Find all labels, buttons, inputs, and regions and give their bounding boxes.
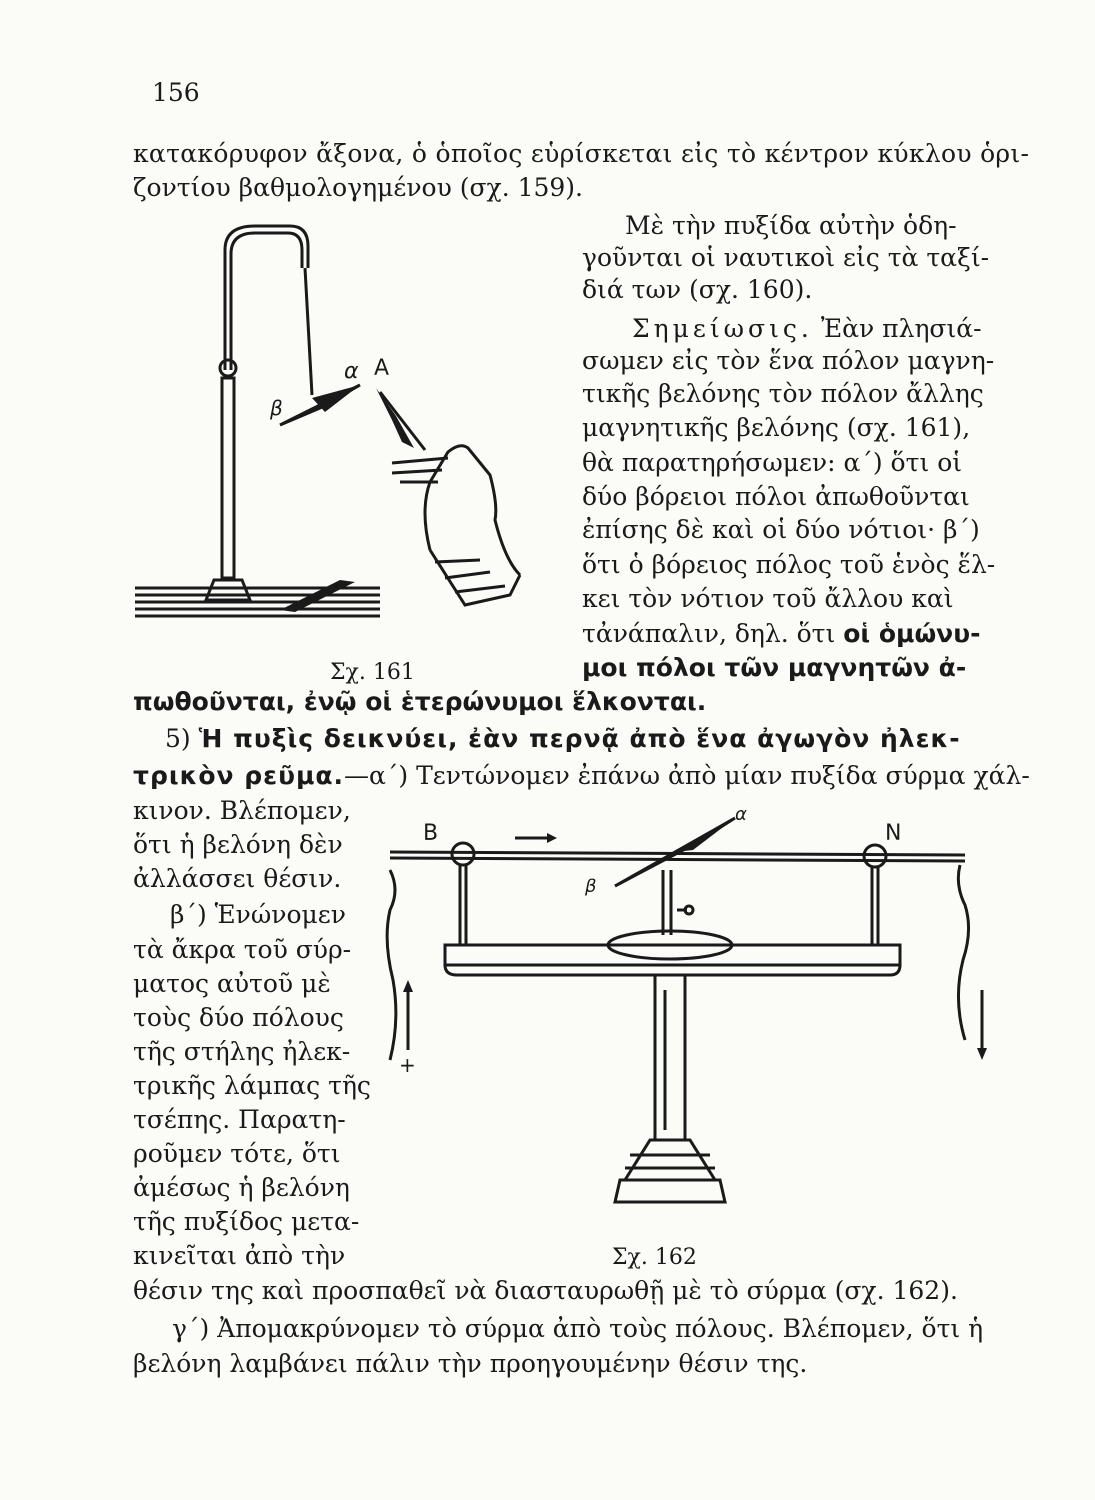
para1-line-2: ζοντίου βαθμολογημένου (σχ. 159).: [133, 173, 583, 202]
section5-line-1: [165, 723, 961, 755]
left-col-line: ματος αὐτοῦ μὲ: [133, 969, 331, 998]
end-line-1: θέσιν της καὶ προσπαθεῖ νὰ διασταυρωθῇ μὲ τὸ σύρμα (σχ. 162).: [133, 1276, 958, 1305]
note-line-2: σωμεν εἰς τὸν ἕνα πόλον μαγνη-: [582, 346, 995, 375]
left-col-line: τσέπης. Παρατη-: [133, 1105, 346, 1134]
left-col-line: τῆς στήλης ἠλεκ-: [133, 1037, 351, 1066]
left-col-line: β΄) Ἑνώνομεν: [170, 900, 346, 929]
note-line-5: θὰ παρατηρήσωμεν: α΄) ὅτι οἱ: [582, 448, 963, 477]
suspended-needle: [280, 385, 360, 425]
figure-161: [130, 220, 550, 660]
para2-line-1: Μὲ τὴν πυξίδα αὐτὴν ὁδη-: [625, 211, 957, 240]
note-line-6: δύο βόρειοι πόλοι ἀπωθοῦνται: [582, 482, 970, 511]
end-line-2: γ΄) Ἀπομακρύνομεν τὸ σύρμα ἀπὸ τοὺς πόλους. Βλέπομεν, ὅτι ἡ: [172, 1314, 984, 1343]
hanging-thread: [305, 268, 312, 395]
stand-pole: [206, 226, 308, 600]
stand-base: [615, 975, 725, 1202]
fig162-caption: Σχ. 162: [612, 1245, 697, 1270]
note-heading: Σημείωσις.: [632, 314, 813, 343]
note-line-1-text: Ἐὰν πλησιά-: [820, 314, 982, 343]
note-line-10-plain: τἀνάπαλιν, δηλ. ὅτι: [582, 619, 844, 648]
para2-line-2: γοῦνται οἱ ναυτικοὶ εἰς τὰ ταξί-: [582, 243, 990, 272]
left-col-line: κινον. Βλέπομεν,: [133, 796, 351, 825]
note-line-3: τικῆς βελόνης τὸν πόλον ἄλλης: [582, 379, 984, 408]
left-col-line: τῆς πυξίδος μετα-: [133, 1207, 360, 1236]
compass-needle: [615, 818, 735, 935]
note-line-7: ἐπίσης δὲ καὶ οἱ δύο νότιοι· β΄): [582, 515, 980, 544]
section5-line-2: [133, 760, 1030, 792]
fig162-label-plus: +: [399, 1053, 416, 1077]
left-col-line: τρικῆς λάμπας τῆς: [133, 1071, 371, 1100]
note-line-11: μοι πόλοι τῶν μαγνητῶν ἀ-: [582, 653, 967, 682]
section5-number: 5): [165, 724, 191, 753]
fig162-label-a: α: [735, 804, 747, 825]
para2-line-3: διά των (σχ. 160).: [582, 275, 813, 304]
end-line-3: βελόνη λαμβάνει πάλιν τὴν προηγουμένην θέσιν της.: [133, 1349, 808, 1378]
left-col-line: τοὺς δύο πόλους: [133, 1003, 344, 1032]
figure-162: [375, 804, 995, 1250]
fig162-label-b: β: [585, 876, 597, 897]
note-line-9: κει τὸν νότιον τοῦ ἄλλου καὶ: [582, 584, 954, 613]
section5-after-title: —α΄) Τεντώνομεν ἐπάνω ἀπὸ μίαν πυξίδα σύρμα χάλ-: [344, 761, 1030, 790]
note-line-4: μαγνητικῆς βελόνης (σχ. 161),: [582, 413, 971, 442]
fig161-label-a: α: [344, 359, 359, 384]
note-line-10-bold: οἱ ὁμώνυ-: [843, 619, 981, 648]
fig162-label-B: Β: [423, 821, 439, 846]
left-col-line: ἀλλάσσει θέσιν.: [133, 864, 342, 893]
fig161-caption: Σχ. 161: [330, 660, 415, 685]
fig162-label-N: Ν: [885, 821, 902, 846]
left-col-line: κινεῖται ἀπὸ τὴν: [133, 1241, 346, 1270]
section5-title-1: Ἡ πυξὶς δεικνύει, ἐὰν περνᾷ ἀπὸ ἕνα ἀγωγὸν ἠλεκ-: [198, 724, 961, 753]
wire: [387, 852, 968, 1060]
page-number: 156: [152, 78, 200, 107]
note-line-10: [582, 618, 980, 650]
note-line-8: ὅτι ὁ βόρειος πόλος τοῦ ἑνὸς ἕλ-: [582, 550, 996, 579]
hand-with-needle: [376, 388, 520, 605]
fig161-label-A: Α: [374, 356, 390, 381]
para1-line-1: κατακόρυφον ἄξονα, ὁ ὁποῖος εὑρίσκεται εἰς τὸ κέντρον κύκλου ὁρι-: [133, 139, 1030, 168]
left-col-line: ἀμέσως ἡ βελόνη: [133, 1173, 350, 1202]
compass-board: [445, 931, 900, 975]
left-col-line: τὰ ἄκρα τοῦ σύρ-: [133, 935, 352, 964]
fig161-label-b: β: [270, 396, 283, 420]
left-col-line: ὅτι ἡ βελόνη δὲν: [133, 830, 343, 859]
left-col-line: ροῦμεν τότε, ὅτι: [133, 1139, 341, 1168]
note-line-12: πωθοῦνται, ἐνῷ οἱ ἑτερώνυμοι ἕλκονται.: [133, 687, 707, 716]
section5-title-2: τρικὸν ρεῦμα.: [133, 761, 345, 790]
note-line-1: [632, 313, 982, 345]
table-surface: [135, 580, 380, 616]
